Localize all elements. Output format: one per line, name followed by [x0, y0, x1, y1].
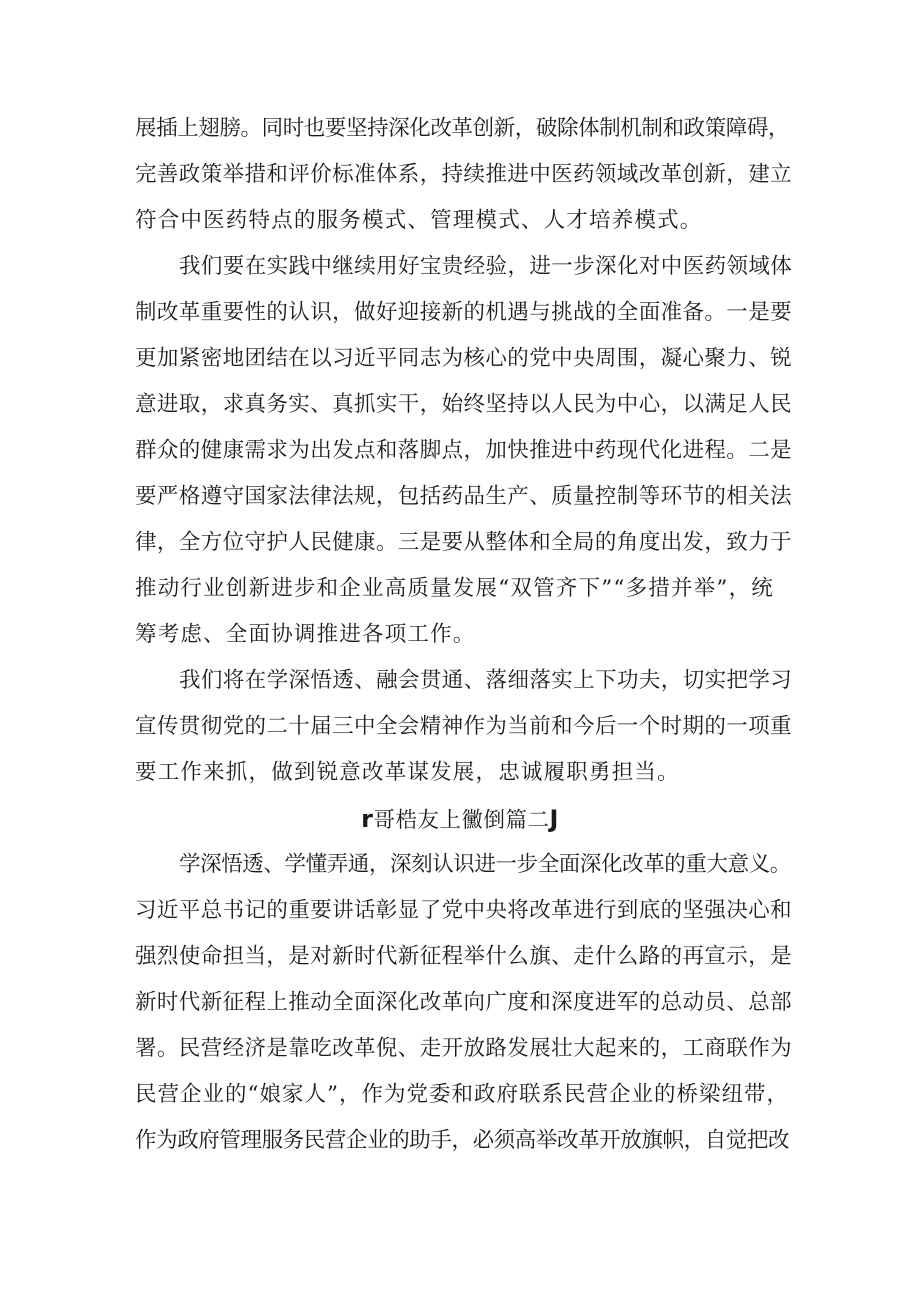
paragraph-line: 我们要在实践中继续用好宝贵经验，进一步深化对中医药领域体 — [179, 254, 793, 279]
heading-text: 哥梏友上黴倒篇二 — [373, 808, 550, 833]
paragraph-line: 学深悟透、学懂弄通，深刻认识进一步全面深化改革的重大意义。 — [179, 852, 791, 877]
paragraph-line: 作为政府管理服务民营企业的助手，必须高举改革开放旗帜，自觉把改 — [135, 1128, 790, 1153]
paragraph-line: 要工作来抓，做到锐意改革谋发展，忠诚履职勇担当。 — [135, 760, 680, 785]
paragraph-line: 意进取，求真务实、真抓实干，始终坚持以人民为中心，以满足人民 — [135, 392, 793, 417]
paragraph-line: 要严格遵守国家法律法规，包括药品生产、质量控制等环节的相关法 — [135, 484, 793, 509]
paragraph-line: 署。民营经济是靠吃改革倪、走开放路发展壮大起来的，工商联作为 — [135, 1036, 793, 1061]
heading-close-bracket: J — [549, 805, 559, 833]
paragraph-line: 更加紧密地团结在以习近平同志为核心的党中央周围，凝心聚力、锐 — [135, 346, 793, 371]
paragraph-line: 宣传贯彻党的二十届三中全会精神作为当前和今后一个时期的一项重 — [135, 714, 793, 739]
heading-open-bracket: r — [361, 805, 374, 833]
paragraph-line: 制改革重要性的认识，做好迎接新的机遇与挑战的全面准备。一是要 — [135, 300, 793, 325]
paragraph-line: 强烈使命担当，是对新时代新征程举什么旗、走什么路的再宣示，是 — [135, 944, 793, 969]
paragraph-line: 习近平总书记的重要讲话彰显了党中央将改革进行到底的坚强决心和 — [135, 898, 793, 923]
paragraph-line: 推动行业创新进步和企业高质量发展“双管齐下”“多措并举”，统 — [135, 576, 774, 601]
paragraph-line: 民营企业的“娘家人”，作为党委和政府联系民营企业的桥梁纽带， — [135, 1082, 789, 1107]
paragraph-line: 律，全方位守护人民健康。三是要从整体和全局的角度出发，致力于 — [135, 530, 793, 555]
paragraph-line: 完善政策举措和评价标准体系，持续推进中医药领域改革创新，建立 — [135, 162, 793, 187]
section-heading — [0, 804, 920, 836]
paragraph-line: 我们将在学深悟透、融会贯通、落细落实上下功夫，切实把学习 — [179, 668, 793, 693]
paragraph-line: 新时代新征程上推动全面深化改革向广度和深度进军的总动员、总部 — [135, 990, 793, 1015]
paragraph-line: 符合中医药特点的服务模式、管理模式、人才培养模式。 — [135, 208, 703, 233]
paragraph-line: 展插上翅膀。同时也要坚持深化改革创新，破除体制机制和政策障碍， — [135, 116, 790, 141]
paragraph-line: 群众的健康需求为出发点和落脚点，加快推进中药现代化进程。二是 — [135, 438, 793, 463]
paragraph-line: 筹考虑、全面协调推进各项工作。 — [135, 622, 476, 647]
